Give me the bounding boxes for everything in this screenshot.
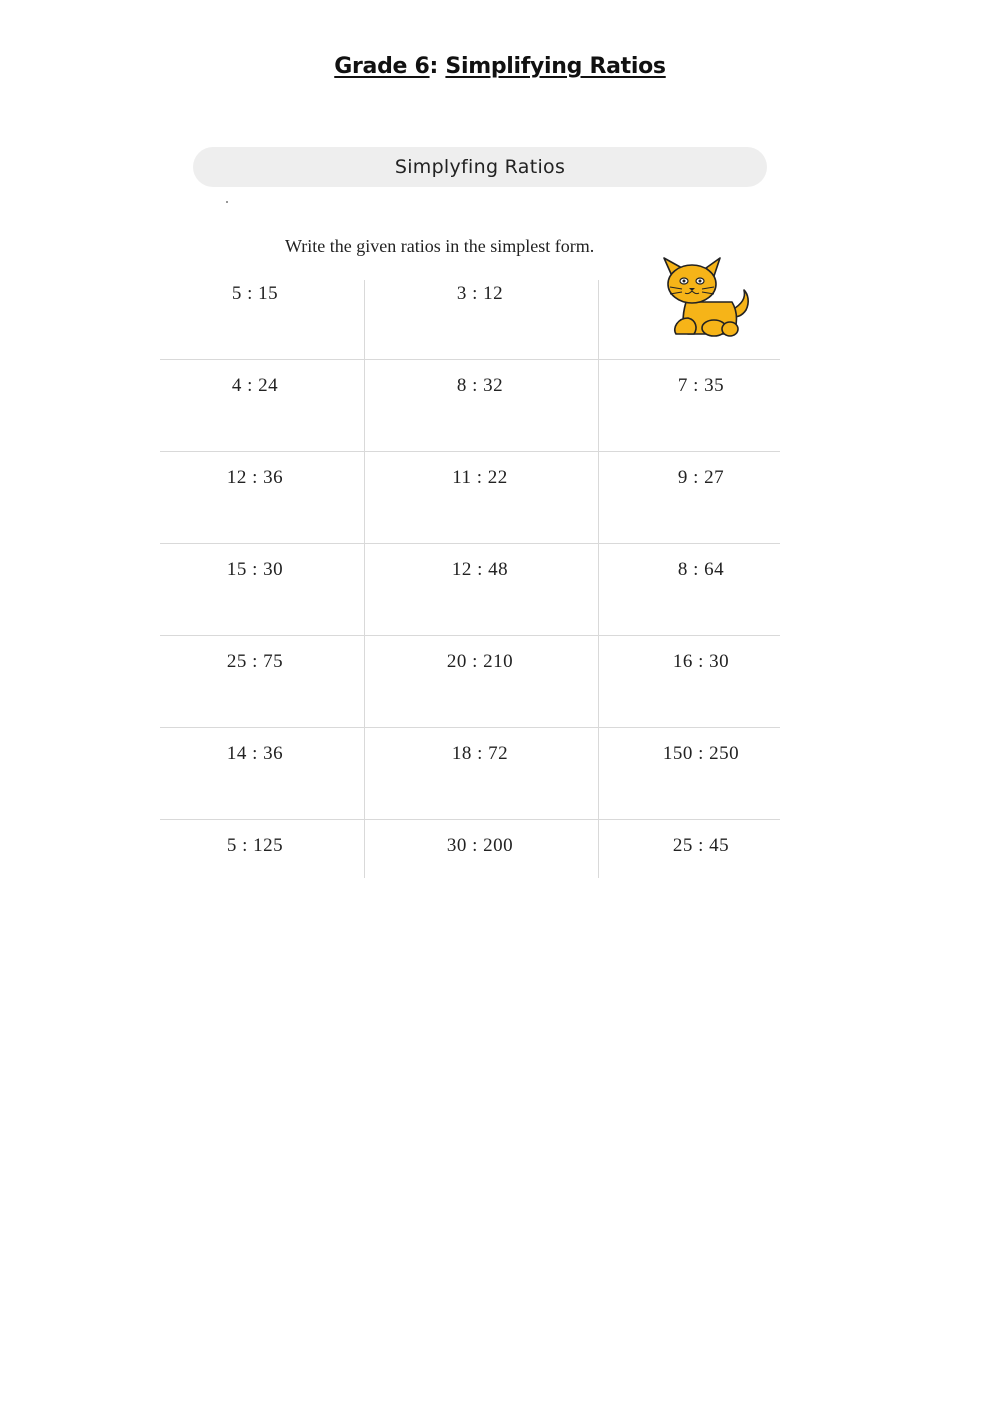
page-title xyxy=(0,54,1000,79)
ratio-grid xyxy=(160,280,780,878)
scan-speck xyxy=(226,201,228,203)
ratio-cell: 12 : 48 xyxy=(451,559,509,580)
worksheet-banner-text: Simplyfing Ratios xyxy=(394,156,566,178)
ratio-cell: 25 : 45 xyxy=(672,835,730,856)
page-title-grade: Grade 6 xyxy=(334,54,430,79)
page-title-topic: Simplifying Ratios xyxy=(445,54,666,79)
ratio-cell: 7 : 35 xyxy=(677,375,725,396)
ratio-cell: 5 : 15 xyxy=(231,283,279,304)
cat-icon xyxy=(658,254,754,340)
ratio-cell: 11 : 22 xyxy=(452,467,508,488)
ratio-cell: 20 : 210 xyxy=(446,651,514,672)
ratio-cell: 25 : 75 xyxy=(226,651,284,672)
row-divider xyxy=(160,451,780,452)
row-divider xyxy=(160,359,780,360)
ratio-cell: 15 : 30 xyxy=(226,559,284,580)
worksheet-banner xyxy=(193,147,767,187)
ratio-cell: 8 : 32 xyxy=(456,375,504,396)
ratio-cell: 150 : 250 xyxy=(662,743,740,764)
ratio-cell: 12 : 36 xyxy=(226,467,284,488)
column-divider xyxy=(598,280,599,878)
ratio-cell: 4 : 24 xyxy=(231,375,279,396)
ratio-cell: 5 : 125 xyxy=(226,835,284,856)
row-divider xyxy=(160,819,780,820)
row-divider xyxy=(160,727,780,728)
ratio-cell: 30 : 200 xyxy=(446,835,514,856)
ratio-cell: 16 : 30 xyxy=(672,651,730,672)
row-divider xyxy=(160,635,780,636)
page-title-separator: : xyxy=(429,54,439,79)
ratio-cell: 9 : 27 xyxy=(677,467,725,488)
ratio-cell: 3 : 12 xyxy=(456,283,504,304)
ratio-cell: 14 : 36 xyxy=(226,743,284,764)
ratio-cell: 18 : 72 xyxy=(451,743,509,764)
worksheet-instruction: Write the given ratios in the simplest form. xyxy=(285,236,595,256)
row-divider xyxy=(160,543,780,544)
column-divider xyxy=(364,280,365,878)
ratio-cell: 8 : 64 xyxy=(677,559,725,580)
